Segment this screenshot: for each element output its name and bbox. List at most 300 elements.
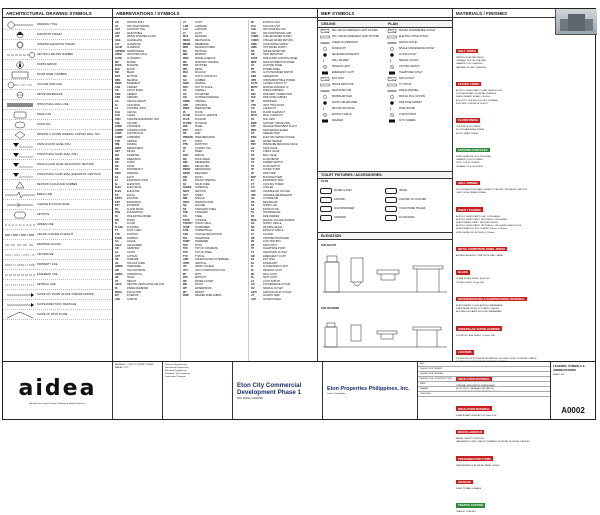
material-line: FOAM BOARD INSULATION, 50mm THK xyxy=(456,414,497,417)
material-group xyxy=(456,470,594,491)
abbreviation-meaning: GAUGE xyxy=(127,240,136,244)
symbol-label: STRUCTURAL WALL LINE xyxy=(37,103,69,106)
abbreviation-code: RA xyxy=(251,200,255,204)
symbol-row xyxy=(3,300,112,310)
symbol-label: FINISH FLOOR LEVEL (ELEVATION / SECTION) xyxy=(37,163,95,166)
symbol-row xyxy=(3,130,112,140)
abbreviation-meaning: FIRE DEPT CONNECTION xyxy=(263,92,293,96)
abbreviation-meaning: HEAT DETECTOR xyxy=(263,53,283,57)
abbreviation-code: FACP xyxy=(251,56,258,60)
abbreviation-meaning: WALL CLEANOUT xyxy=(263,114,284,118)
abbreviation-meaning: UNINTERRUPTIBLE POWER xyxy=(263,78,296,82)
material-group xyxy=(456,493,594,514)
abbreviation-code: NOM xyxy=(183,82,189,86)
mep-symbol-label: LIGHTING SWITCH xyxy=(399,66,420,68)
abbreviation-meaning: ARCHITECTURAL xyxy=(127,53,148,57)
symbol-row xyxy=(3,100,112,110)
abbreviation-meaning: SOIL VENT xyxy=(263,118,276,122)
abbreviation-code: OPNG xyxy=(183,100,191,104)
material-group-header: GLASS xyxy=(458,270,468,275)
mep-symbol-icon xyxy=(387,29,397,33)
symbol-label: STRUCTURAL SLAB LEVEL (SSL) xyxy=(37,153,78,156)
level-icon xyxy=(3,161,37,169)
mep-symbol-label: AIRCON OUTLET xyxy=(399,42,418,44)
abbreviation-code: MAX xyxy=(183,35,189,39)
abbreviation-code: GV xyxy=(251,146,255,150)
mep-ceiling-plan-section xyxy=(318,20,452,170)
abbreviation-code: EF xyxy=(251,21,255,24)
abbreviation-code: MTD xyxy=(183,64,189,68)
symbol-row xyxy=(3,210,112,220)
abbreviation-meaning: MASTER ANTENNA TV xyxy=(263,85,289,89)
symbols-header: ARCHITECTURAL DRAWING SYMBOLS xyxy=(3,9,112,18)
material-group-header: LOUVERS xyxy=(458,350,472,355)
abbreviation-meaning: VERTICAL xyxy=(195,261,207,265)
abbreviation-code: PA xyxy=(251,89,255,93)
abbreviation-code: HB xyxy=(115,258,119,262)
fixture-row xyxy=(385,213,450,222)
material-line: TRAFFIC COATING xyxy=(456,511,476,514)
firm-address-cell xyxy=(113,362,163,419)
abbreviation-meaning: DETAIL xyxy=(127,150,136,154)
abbreviation-code: FDC xyxy=(251,92,256,96)
abbreviation-code: ELEC xyxy=(115,186,122,190)
abbreviations-header: ABBREVIATIONS / SYMBOLS xyxy=(113,9,317,18)
abbreviation-code: DIM xyxy=(115,157,120,161)
abbreviation-code: DN xyxy=(115,161,119,165)
project-cell xyxy=(233,362,323,419)
abbreviation-code: PL xyxy=(251,268,255,272)
abbreviation-meaning: INTERIOR xyxy=(127,294,139,298)
mep-symbol-icon xyxy=(320,89,330,93)
abbreviation-code: COL xyxy=(115,121,121,125)
abbreviation-meaning: TAMPER SWITCH xyxy=(263,161,283,165)
abbreviation-meaning: AUTOMATIC xyxy=(127,56,141,60)
abbreviation-code: GFCI xyxy=(251,290,257,294)
material-line: ACRYLIC LATEX PAINT, TEXTURED, LOW-SHEEN SEMI-GLOSS xyxy=(456,225,522,228)
ceiling-change-icon xyxy=(3,231,37,239)
abbreviation-code: CMU xyxy=(115,118,121,122)
abbreviation-meaning: TELEPHONE POINT xyxy=(263,247,286,251)
client-cell xyxy=(323,362,418,419)
abbreviation-meaning: RAIN WATER LEADER xyxy=(263,128,288,132)
abbreviation-meaning: AGGREGATE xyxy=(127,38,142,42)
abbreviation-code: SG xyxy=(251,222,255,226)
material-line: EPOXY PAINT FINISH xyxy=(456,132,479,135)
material-line: CERAMIC TILE ON CHB WALL xyxy=(456,60,487,63)
abbreviation-code: QT xyxy=(183,146,187,150)
material-line: ELASTOMERIC PAINT, TEXTURE FINISH xyxy=(456,222,498,224)
abbreviation-meaning: ALUMINUM xyxy=(127,46,140,50)
abbreviation-code: FD xyxy=(115,207,119,211)
detail-ref-icon xyxy=(3,91,37,99)
abbreviation-code: ACP xyxy=(251,297,257,301)
abbreviation-meaning: HOSE BIB xyxy=(127,258,139,262)
abbreviation-code: BM xyxy=(115,71,119,75)
abbreviation-meaning: DOUBLE xyxy=(127,143,137,147)
mep-symbol-label: DATA OUTLET xyxy=(399,78,415,80)
fixture-row xyxy=(320,213,385,222)
fixture-row xyxy=(320,195,385,204)
abbreviation-meaning: PREFABRICATED xyxy=(195,136,215,139)
section-line-icon xyxy=(3,51,37,59)
abbreviation-meaning: RETURN GRILLE xyxy=(263,225,283,229)
break-line-icon xyxy=(3,191,37,199)
slope-arrow-icon xyxy=(3,291,37,299)
material-line: CLEAR FLOAT GLASS, 6mm THK xyxy=(456,278,490,281)
fixture-row xyxy=(320,186,385,195)
abbreviation-code: SP xyxy=(251,100,255,104)
abbreviation-meaning: FIRE DAMPER xyxy=(263,215,280,219)
mep-symbol-icon xyxy=(320,41,330,45)
abbreviation-meaning: LIGHT xyxy=(195,31,203,35)
consultant-entry: Structural Engineering xyxy=(165,364,187,366)
mep-symbol-label: JUNCTION BOX xyxy=(399,114,417,116)
abbreviation-meaning: SANITARY WASTE PIPE xyxy=(263,121,290,125)
abbreviation-meaning: SCHEDULE xyxy=(195,186,209,190)
abbreviation-code: WC xyxy=(183,279,187,283)
abbreviation-code: ADJ xyxy=(115,31,120,35)
symbol-label: PROPERTY LINE xyxy=(37,263,58,266)
mep-symbol-label: SPECIAL OUTLET xyxy=(399,60,419,62)
abbreviation-code: TOS xyxy=(183,251,188,254)
abbreviation-code: CER xyxy=(115,96,121,100)
abbreviation-meaning: HORIZONTAL xyxy=(127,272,143,276)
abbreviation-meaning: BEAM xyxy=(127,71,134,75)
abbreviation-code: FLASH xyxy=(115,225,123,229)
mep-symbol-icon xyxy=(320,47,330,51)
abbreviation-code: RWL xyxy=(251,128,257,132)
abbreviation-code: TOC xyxy=(183,247,189,251)
abbreviation-code: NO xyxy=(183,78,187,82)
abbreviation-code: SHT xyxy=(183,193,188,197)
abbreviation-code: ARCH xyxy=(115,53,122,57)
mep-symbol-label: CCTV CAMERA xyxy=(399,120,416,122)
abbreviation-code: SWP xyxy=(251,121,257,125)
abbreviation-meaning: TEMPERED xyxy=(195,240,209,244)
abbreviation-meaning: FAN COIL UNIT xyxy=(263,24,281,28)
mep-symbol-label: DUPLEX CONVENIENCE OUTLET xyxy=(399,30,436,32)
abbreviation-meaning: PAIR xyxy=(195,132,201,136)
material-line: DIRECTIONAL SIGNAGE xyxy=(456,487,482,490)
abbreviation-code: BRG xyxy=(115,78,121,82)
abbreviation-code: UNO xyxy=(183,258,189,262)
abbreviation-meaning: MANUAL VOLUME DAMPER xyxy=(263,218,295,222)
abbreviation-code: PERF xyxy=(183,107,190,111)
abbreviation-meaning: ADJUSTABLE xyxy=(127,31,143,35)
abbreviation-code: GT xyxy=(251,132,255,136)
mep-symbol-label: SPEAKER xyxy=(332,120,343,122)
symbol-label: INTERIOR ELEVATION TARGET xyxy=(37,43,76,46)
material-line: GRANITE TILE CLADDING xyxy=(456,63,483,66)
abbreviation-code: OC xyxy=(183,92,187,96)
abbreviation-code: MUL xyxy=(183,71,189,75)
material-group xyxy=(456,72,594,106)
abbreviation-code: CB xyxy=(115,89,119,93)
abbreviation-code: FURR xyxy=(115,236,122,240)
north-arrow-icon xyxy=(3,61,37,69)
abbreviation-code: GYP xyxy=(115,254,121,258)
elevation-subheader: ELEVATION xyxy=(318,232,452,240)
abbreviation-meaning: NOMINAL xyxy=(195,82,206,86)
mep-symbol-icon xyxy=(320,35,330,39)
abbreviation-code: OPP xyxy=(183,103,189,107)
symbol-row xyxy=(3,310,112,320)
room-name-icon xyxy=(3,71,37,79)
symbol-label: SLOPE DIRECTION / DRAINAGE xyxy=(37,303,77,306)
abbreviation-code: EL xyxy=(115,182,119,186)
abbreviation-code: CLR xyxy=(115,114,120,118)
abbreviation-code: STD xyxy=(183,211,188,215)
abbreviation-meaning: WITHOUT xyxy=(195,276,207,280)
abbreviation-meaning: SUPPLY GRILLE xyxy=(263,222,282,226)
abbreviation-meaning: ON CENTER xyxy=(195,92,210,96)
abbreviation-meaning: SUSPENDED xyxy=(195,225,210,229)
abbreviation-code: VIF xyxy=(183,265,187,269)
symbol-label: FINISH FLOOR LEVEL (FFL) xyxy=(37,143,71,146)
consultants-cell xyxy=(163,362,233,419)
material-line: GYPSUM BOARD ON METAL FURRING xyxy=(456,93,496,96)
mep-symbol-icon xyxy=(320,65,330,69)
abbreviation-meaning: ELEVATION xyxy=(127,182,141,186)
firm-address: AIDEA INC. • 33F CITYSTATE TOWER • MAKATI CITY xyxy=(115,364,155,369)
abbreviation-meaning: HARDWARE xyxy=(127,265,141,269)
material-group xyxy=(456,171,594,195)
symbol-label: REVISION CLOUD AND NUMBER xyxy=(37,183,78,186)
abbreviation-meaning: GALVANIZED xyxy=(127,243,142,247)
mep-symbol-icon xyxy=(320,29,330,33)
material-line: FIBER CEMENT BOARD CEILING xyxy=(456,96,490,99)
level-icon xyxy=(3,141,37,149)
abbreviation-code: TYP xyxy=(183,254,188,258)
abbreviation-code: CT xyxy=(251,182,255,186)
abbreviation-meaning: CLEANOUT xyxy=(263,107,277,111)
abbreviation-code: CH xyxy=(251,186,255,190)
mep-symbol-label: SINGLE CONVENIENCE OUTLET xyxy=(399,48,435,50)
mep-symbol-icon xyxy=(387,41,397,45)
mep-symbol-icon xyxy=(320,59,330,63)
sheet-number: A0002 xyxy=(561,406,585,415)
mep-symbol-label: FIRE HOSE CABINET xyxy=(399,102,422,104)
abbreviation-code: CONT xyxy=(115,132,122,136)
symbol-row xyxy=(3,140,112,150)
mep-symbol-label: TELEPHONE OUTLET xyxy=(399,72,423,74)
abbreviation-code: GA xyxy=(115,240,119,244)
abbreviation-code: REINF xyxy=(183,168,191,172)
abbreviation-code: EXP xyxy=(115,200,120,204)
abbreviation-code: GL xyxy=(115,251,119,254)
abbreviation-meaning: BOOSTER PUMP xyxy=(263,175,283,179)
abbreviation-code: CHWS xyxy=(251,35,259,39)
abbreviation-code: PLAS xyxy=(183,118,190,122)
abbreviation-meaning: MOUNTED xyxy=(195,64,208,68)
abbreviation-code: FTG xyxy=(115,233,120,237)
abbreviation-code: DBL xyxy=(115,143,120,147)
symbol-label: EASEMENT LINE xyxy=(37,273,58,276)
fixture-row xyxy=(320,204,385,213)
stair-icon xyxy=(3,101,37,109)
abbreviation-code: RM xyxy=(183,175,187,179)
abbreviation-meaning: NOT IN CONTRACT xyxy=(195,74,218,78)
abbreviation-meaning: GYPSUM xyxy=(127,254,138,258)
children-elevation-drawing xyxy=(321,311,449,351)
abbreviation-code: RAD xyxy=(183,153,189,157)
abbreviation-meaning: CEILING xyxy=(127,110,137,114)
abbreviation-code: LT xyxy=(183,31,186,35)
consultants-list xyxy=(163,362,232,381)
mep-symbol-label: ELECTRIC STOVE OUTLET xyxy=(399,36,429,38)
abbreviation-meaning: SOLID CORE xyxy=(195,182,210,186)
abbreviation-meaning: MECHANICAL xyxy=(195,38,211,42)
mep-symbol-icon xyxy=(320,119,330,123)
mep-symbol-label: 600 x 600 FLUORESCENT LIGHT FIXTURE xyxy=(332,30,378,32)
abbreviation-code: BV xyxy=(251,153,255,157)
abbreviation-code: MEMB xyxy=(183,42,191,46)
symbols-column xyxy=(3,9,113,361)
abbreviation-code: FCU xyxy=(251,24,256,28)
symbol-row xyxy=(3,260,112,270)
abbreviation-code: EX xyxy=(251,258,255,262)
abbreviation-meaning: SIMILAR xyxy=(195,197,205,201)
abbreviation-code: FT xyxy=(115,229,118,233)
abbreviation-code: FDN xyxy=(115,211,120,215)
abbreviation-meaning: GLASS xyxy=(127,251,135,254)
abbreviation-meaning: PENDANT LIGHT xyxy=(263,268,283,272)
abbreviation-meaning: PUBLIC ADDRESS xyxy=(263,89,284,93)
interior-elevation-icon xyxy=(3,41,37,49)
abbreviation-meaning: SMOKE DETECTOR xyxy=(263,49,286,53)
fixture-row xyxy=(385,195,450,204)
abbreviation-meaning: CONCRETE xyxy=(127,125,141,129)
abbreviation-meaning: CEILING HEIGHT xyxy=(127,100,147,104)
abbreviation-meaning: WELDED WIRE FABRIC xyxy=(195,294,222,298)
elevation-children-label: FOR CHILDREN xyxy=(321,307,340,310)
abbreviation-meaning: DEPARTMENT xyxy=(127,146,144,150)
abbreviation-meaning: TOP OF CONCRETE xyxy=(195,247,218,251)
abbreviation-meaning: ELEVATOR xyxy=(127,189,140,193)
abbreviation-meaning: NUMBER xyxy=(195,78,206,82)
abbreviation-meaning: REFERENCE xyxy=(195,161,210,165)
mep-symbol-label: 300 x 1200 FLUORESCENT LIGHT FIXTURE xyxy=(332,36,379,38)
symbol-label: DROPPED CEILING xyxy=(37,243,61,246)
abbreviation-meaning: JANITOR xyxy=(127,297,138,301)
building-rendering-image xyxy=(555,9,597,35)
abbreviation-code: GEN xyxy=(251,74,257,78)
mep-symbol-icon xyxy=(387,83,397,87)
change-floor-icon xyxy=(3,201,37,209)
symbol-row xyxy=(3,290,112,300)
abbreviation-code: EM xyxy=(251,254,255,258)
abbreviation-meaning: MULLION xyxy=(195,71,206,75)
abbreviation-code: SD xyxy=(251,49,255,53)
symbol-row xyxy=(3,120,112,130)
material-line: FLOOR HARDENER FINISH xyxy=(456,129,485,132)
mep-symbol-icon xyxy=(320,83,330,87)
material-group-header: PREFABRICATED ITEMS xyxy=(458,456,491,461)
abbreviation-meaning: TONGUE AND GROOVE xyxy=(195,233,222,237)
material-line: GALVANIZED STEEL CANOPY FRAMING W/ METAL ROOFING, PAINTED xyxy=(456,441,530,444)
drawing-sheet xyxy=(2,8,596,514)
materials-header: MATERIALS / FINISHES xyxy=(453,9,597,18)
mep-symbol-label: DOWNLIGHT xyxy=(332,48,347,50)
abbreviation-meaning: SUPPLY AIR xyxy=(263,204,277,208)
abbreviation-code: ACT xyxy=(115,28,120,32)
abbreviation-code: SUSP xyxy=(183,225,190,229)
abbreviation-meaning: OPPOSITE xyxy=(195,103,208,107)
abbreviation-meaning: PARTITION xyxy=(195,143,208,147)
abbreviation-code: BLK xyxy=(115,67,120,71)
abbreviation-meaning: SHEET xyxy=(195,193,203,197)
abbreviation-meaning: LOUVER xyxy=(263,233,273,237)
revision-row: ISSUED FOR TENDER xyxy=(418,372,550,377)
abbreviation-code: VTR xyxy=(251,103,256,107)
abbreviation-code: AFF xyxy=(115,35,120,39)
abbreviation-code: TEMP xyxy=(183,240,190,244)
abbreviation-code: PRV xyxy=(251,143,256,147)
mep-symbol-label: SPRINKLER HEAD xyxy=(332,96,353,98)
abbreviation-code: NTS xyxy=(183,85,188,89)
abbreviation-meaning: DOWN xyxy=(127,161,135,165)
material-line: SOLID FINISH PORTLAND CEMENT PLASTER, TROWELED SMOOTH xyxy=(456,189,527,191)
abbreviation-code: MDP xyxy=(251,60,257,64)
abbreviation-meaning: UNLESS NOTED OTHERWISE xyxy=(195,258,229,262)
symbol-row xyxy=(3,30,112,40)
abbreviation-code: ALT xyxy=(115,42,120,46)
abbreviation-meaning: VARIABLE REFRIGERANT xyxy=(263,193,293,197)
abbreviation-meaning: CATCH BASIN xyxy=(127,89,143,93)
title-block xyxy=(3,361,595,419)
abbreviation-code: REQD xyxy=(183,171,190,175)
fixture-label: TOILET PAPER HOLDER xyxy=(399,207,426,210)
elevation-adults-label: FOR ADULTS xyxy=(321,244,337,247)
abbreviation-code: ET xyxy=(251,179,255,183)
project-name: Eton City Commercial Development Phase 1 xyxy=(237,381,302,396)
abbreviation-code: CORR xyxy=(115,136,123,139)
abbreviation-code: FL xyxy=(115,222,118,226)
abbreviation-code: SCHED xyxy=(183,186,192,190)
abbreviation-meaning: CHILLED WATER SUPPLY xyxy=(263,35,293,39)
abbreviation-meaning: STAINLESS STEEL xyxy=(195,207,217,211)
abbreviation-meaning: DOWNSPOUT xyxy=(127,168,143,172)
abbreviation-meaning: PLATE xyxy=(195,110,203,114)
abbreviation-code: PREFAB xyxy=(183,136,193,139)
abbreviation-meaning: INSULATION xyxy=(127,290,142,294)
mep-symbol-label: MANUAL PULL STATION xyxy=(399,96,426,98)
abbreviation-code: DR xyxy=(115,164,119,168)
abbreviation-code: STP xyxy=(251,125,256,129)
abbreviation-meaning: PERFORATED xyxy=(195,107,212,111)
abbreviation-meaning: BALL VALVE xyxy=(263,153,277,157)
material-group xyxy=(456,447,594,468)
abbreviation-row xyxy=(183,294,246,298)
abbreviation-meaning: EXIT SIGN xyxy=(263,258,275,262)
abbreviation-code: OA xyxy=(251,197,255,201)
abbreviation-code: WD xyxy=(183,283,187,287)
fixture-icon xyxy=(385,206,397,212)
symbol-label: STRUCTURAL SLAB LEVEL (ELEVATION / SECTION) xyxy=(37,173,101,176)
fixture-row xyxy=(385,186,450,195)
abbreviation-code: APPROX xyxy=(115,49,126,53)
abbreviations-grid xyxy=(113,20,317,361)
symbols-list xyxy=(3,20,112,361)
abbreviation-meaning: FIRE HOSE CABINET xyxy=(263,96,287,100)
abbreviation-code: CI xyxy=(115,103,118,107)
abbreviation-meaning: HEIGHT xyxy=(127,279,137,283)
abbreviation-meaning: CERAMIC xyxy=(127,96,139,100)
abbreviation-code: HR xyxy=(115,276,119,280)
abbreviation-code: FHC xyxy=(251,96,256,100)
symbol-label: BREAK LINE xyxy=(37,193,53,196)
